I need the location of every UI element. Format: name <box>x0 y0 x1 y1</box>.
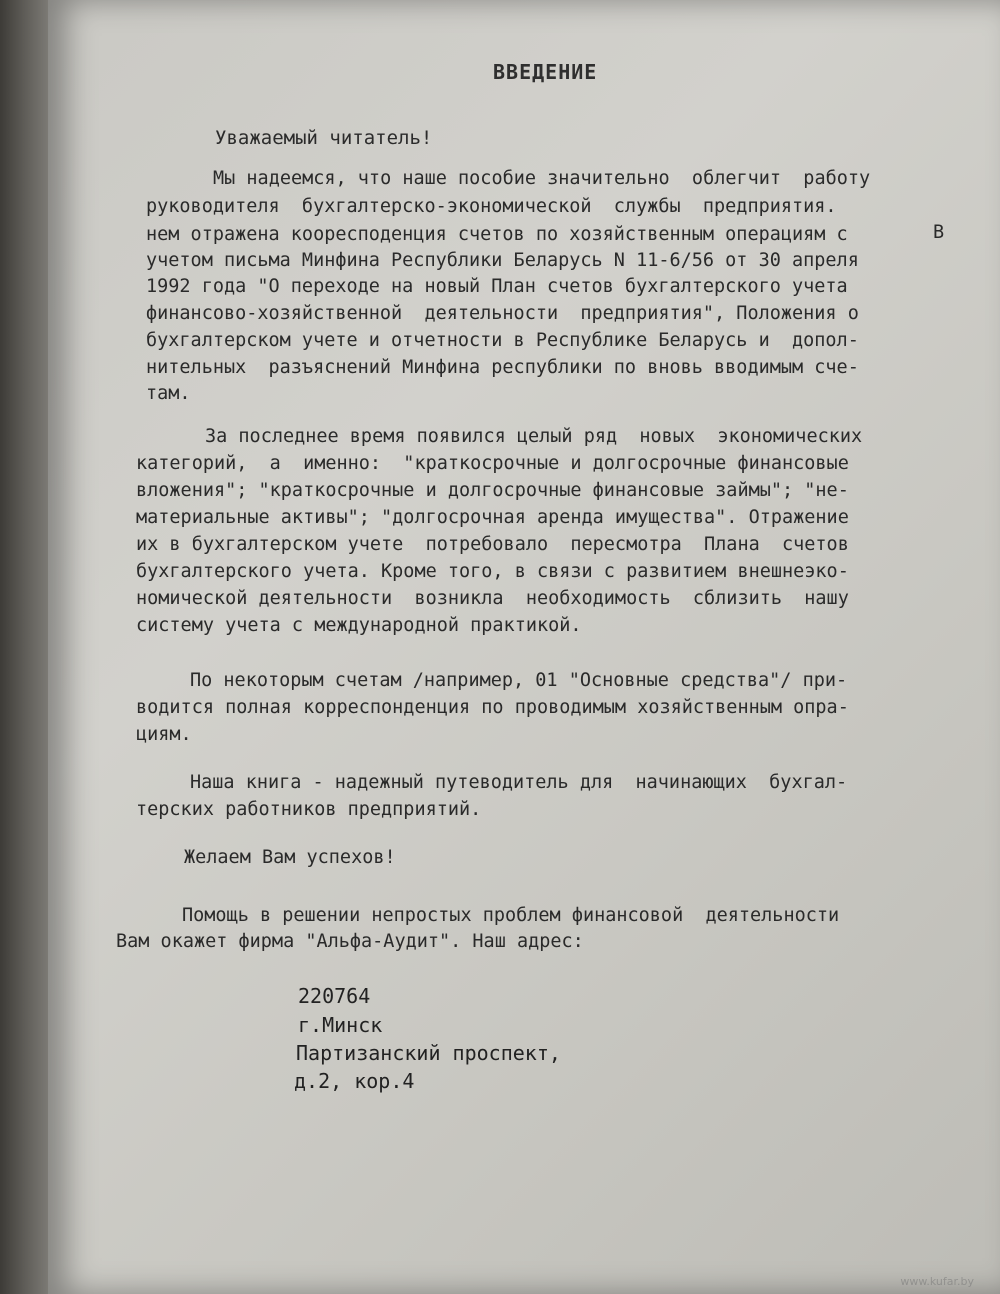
paragraph-3-line: водится полная корреспонденция по проводимым хозяйственным опра- <box>136 697 849 718</box>
paragraph-2-line: их в бухгалтерском учете потребовало пересмотра Плана счетов <box>136 534 849 555</box>
paragraph-1-line: В <box>933 222 945 243</box>
paragraph-1-line: там. <box>146 383 191 404</box>
paragraph-5-line: Помощь в решении непростых проблем финансовой деятельности <box>182 905 840 926</box>
wishes-line: Желаем Вам успехов! <box>184 847 396 868</box>
address-city: г.Минск <box>298 1013 383 1037</box>
paragraph-1-line: нительных разъяснений Минфина республики по вновь вводимым сче- <box>146 357 859 378</box>
paragraph-1-line: финансово-хозяйственной деятельности предприятия", Положения о <box>146 303 859 324</box>
paragraph-2-line: За последнее время появился целый ряд новых экономических <box>205 426 863 447</box>
paragraph-2-line: систему учета с международной практикой. <box>136 615 582 636</box>
paragraph-4-line: Наша книга - надежный путеводитель для начинающих бухгал- <box>190 772 848 793</box>
paragraph-2-line: категорий, а именно: "краткосрочные и долгосрочные финансовые <box>136 453 849 474</box>
paragraph-2-line: вложения"; "краткосрочные и долгосрочные финансовые займы"; "не- <box>136 480 849 501</box>
paragraph-3-line: По некоторым счетам /например, 01 "Основные средства"/ при- <box>190 670 848 691</box>
paragraph-2-line: бухгалтерского учета. Кроме того, в связи с развитием внешнеэко- <box>136 561 849 582</box>
greeting: Уважаемый читатель! <box>215 127 433 149</box>
address-building: д.2, кор.4 <box>294 1069 415 1093</box>
paragraph-2-line: номической деятельности возникла необходимость сблизить нашу <box>136 588 849 609</box>
book-page <box>48 0 1000 1294</box>
page-heading: ВВЕДЕНИЕ <box>493 60 598 84</box>
paragraph-1-line: нем отражена кооресподенция счетов по хозяйственным операциям с <box>146 224 848 245</box>
paragraph-1-line: бухгалтерском учете и отчетности в Республике Беларусь и допол- <box>146 330 859 351</box>
watermark: www.kufar.by <box>900 1275 974 1288</box>
paragraph-3-line: циям. <box>136 724 192 745</box>
address-street: Партизанский проспект, <box>296 1041 561 1065</box>
paragraph-1-line: учетом письма Минфина Республики Беларусь N 11-6/56 от 30 апреля <box>146 250 859 271</box>
address-postcode: 220764 <box>298 984 371 1008</box>
paragraph-4-line: терских работников предприятий. <box>136 799 482 820</box>
paragraph-1-line: 1992 года "О переходе на новый План счетов бухгалтерского учета <box>146 276 848 297</box>
paragraph-2-line: материальные активы"; "долгосрочная аренда имущества". Отражение <box>136 507 849 528</box>
paragraph-1-line: руководителя бухгалтерско-экономической службы предприятия. <box>146 196 837 217</box>
paragraph-5-line: Вам окажет фирма "Альфа-Аудит". Наш адрес: <box>116 931 584 952</box>
paragraph-1-line: Мы надеемся, что наше пособие значительно облегчит работу <box>213 168 871 189</box>
